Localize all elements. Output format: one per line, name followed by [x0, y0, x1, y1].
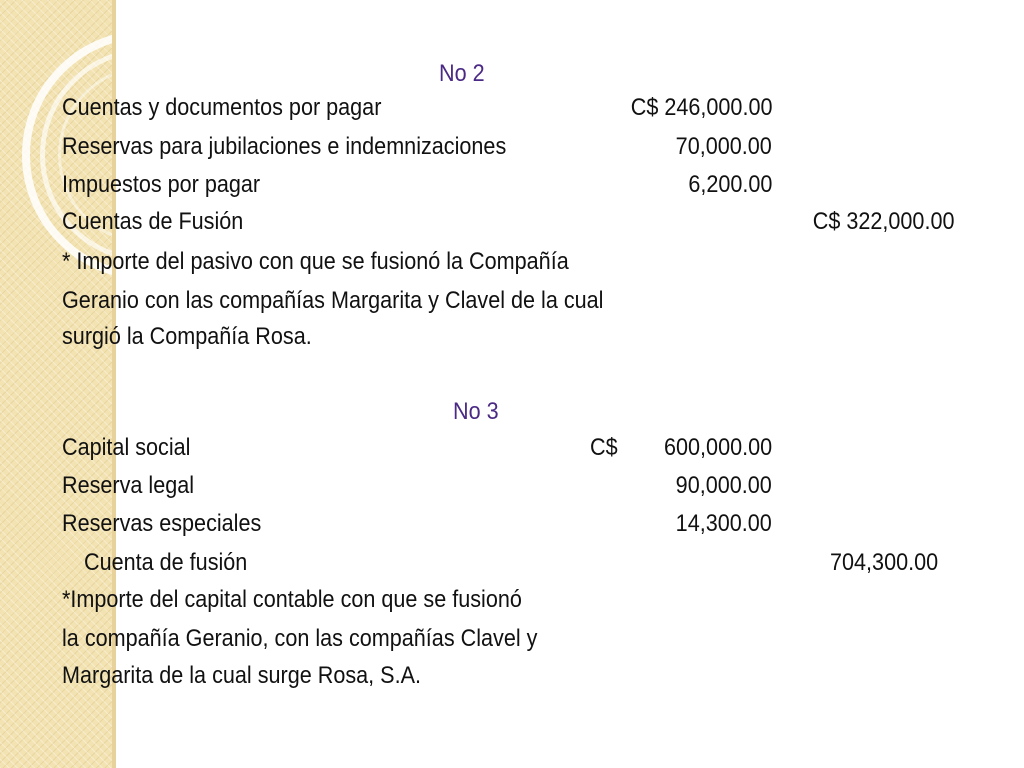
entry-3-note-line-2: la compañía Geranio, con las compañías Clavel y — [62, 625, 538, 652]
entry-3-account-1: Capital social — [62, 434, 191, 461]
entry-3-debit-3: 14,300.00 — [675, 510, 772, 537]
entry-2-heading: No 2 — [439, 60, 485, 87]
entry-3-note-line-1: *Importe del capital contable con que se fusionó — [62, 586, 522, 613]
entry-3-debit-2: 90,000.00 — [675, 472, 772, 499]
entry-2-credit-amount: C$ 322,000.00 — [812, 208, 954, 235]
entry-3-currency-1: C$ — [590, 434, 618, 461]
entry-3-account-2: Reserva legal — [62, 472, 195, 499]
entry-3-note-line-3: Margarita de la cual surge Rosa, S.A. — [62, 662, 421, 689]
entry-2-account-1: Cuentas y documentos por pagar — [62, 94, 382, 121]
entry-2-account-3: Impuestos por pagar — [62, 171, 261, 198]
entry-2-debit-2: 70,000.00 — [675, 133, 772, 160]
entry-2-note-line-1: * Importe del pasivo con que se fusionó la Compañía — [62, 248, 569, 275]
entry-2-debit-1: C$ 246,000.00 — [630, 94, 772, 121]
entry-3-credit-account: Cuenta de fusión — [84, 549, 248, 576]
entry-2-debit-3: 6,200.00 — [687, 171, 772, 198]
entry-3-heading: No 3 — [453, 398, 499, 425]
entry-2-credit-account: Cuentas de Fusión — [62, 208, 244, 235]
entry-3-credit-amount: 704,300.00 — [829, 549, 938, 576]
entry-2-note-line-3: surgió la Compañía Rosa. — [62, 323, 312, 350]
entry-2-note-line-2: Geranio con las compañías Margarita y Clavel de la cual — [62, 287, 604, 314]
entry-3-debit-1: 600,000.00 — [663, 434, 772, 461]
entry-3-account-3: Reservas especiales — [62, 510, 262, 537]
entry-2-account-2: Reservas para jubilaciones e indemnizaciones — [62, 133, 507, 160]
